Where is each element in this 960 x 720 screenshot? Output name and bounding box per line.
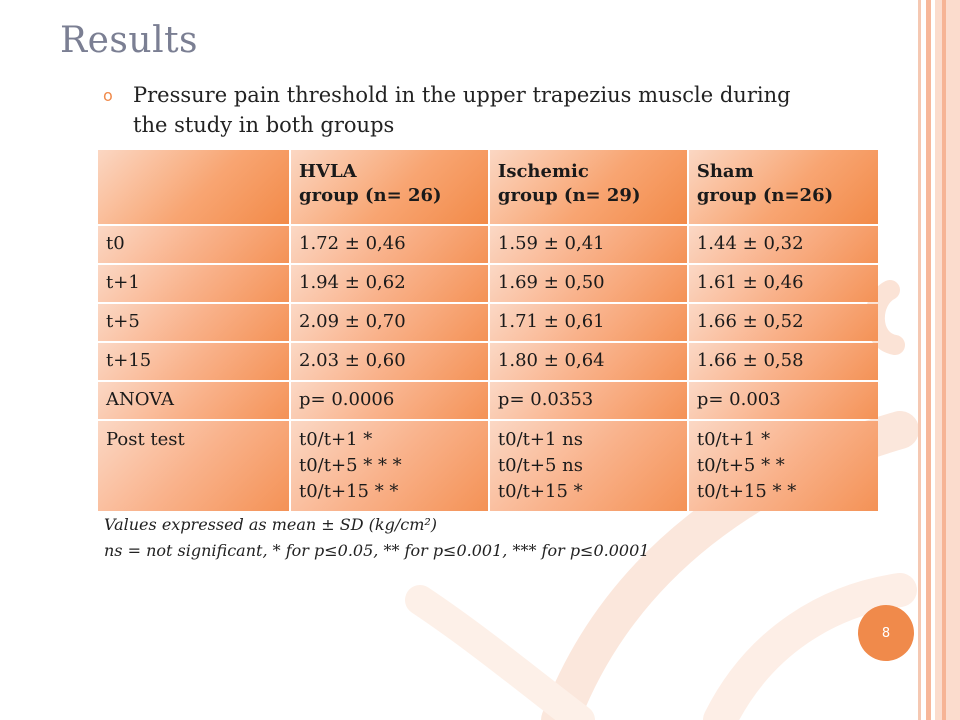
table-row — [98, 421, 878, 511]
table-cell: 1.71 ± 0,61 — [490, 304, 687, 341]
table-cell: 1.59 ± 0,41 — [490, 226, 687, 263]
results-table — [96, 148, 880, 513]
table-cell: 1.66 ± 0,58 — [689, 343, 878, 380]
table-cell: p= 0.0353 — [490, 382, 687, 419]
table-cell: t0/t+1 * t0/t+5 * * t0/t+15 * * — [689, 421, 878, 511]
header-cell-empty — [98, 150, 289, 224]
table-cell: p= 0.0006 — [291, 382, 488, 419]
right-edge-stripes — [918, 0, 960, 720]
table-cell: 2.09 ± 0,70 — [291, 304, 488, 341]
footnote-units: Values expressed as mean ± SD (kg/cm²) — [104, 515, 438, 534]
table-cell: t0/t+1 * t0/t+5 * * * t0/t+15 * * — [291, 421, 488, 511]
table-cell: 1.61 ± 0,46 — [689, 265, 878, 302]
table-cell: 1.94 ± 0,62 — [291, 265, 488, 302]
bullet-circle-icon: o — [103, 86, 113, 105]
table-row — [98, 265, 878, 302]
table-cell: 1.69 ± 0,50 — [490, 265, 687, 302]
row-label: t+1 — [98, 265, 289, 302]
row-label: t+5 — [98, 304, 289, 341]
row-label: t0 — [98, 226, 289, 263]
footnote-significance: ns = not significant, * for p≤0.05, ** for p≤0.001, *** for p≤0.0001 — [104, 541, 650, 560]
table-row — [98, 382, 878, 419]
table-header-row — [98, 150, 878, 224]
row-label: t+15 — [98, 343, 289, 380]
table-footnotes — [104, 512, 649, 564]
bullet-text: Pressure pain threshold in the upper trapezius muscle during the study in both groups — [133, 83, 791, 137]
row-label: ANOVA — [98, 382, 289, 419]
header-cell-ischemic: Ischemic group (n= 29) — [490, 150, 687, 224]
table-cell: 1.44 ± 0,32 — [689, 226, 878, 263]
row-label: Post test — [98, 421, 289, 511]
table-cell: t0/t+1 ns t0/t+5 ns t0/t+15 * — [490, 421, 687, 511]
table-cell: 1.66 ± 0,52 — [689, 304, 878, 341]
page-number-badge: 8 — [858, 605, 914, 661]
slide-title: Results — [60, 20, 199, 61]
table-cell: 1.80 ± 0,64 — [490, 343, 687, 380]
table-cell: 2.03 ± 0,60 — [291, 343, 488, 380]
header-cell-sham: Sham group (n=26) — [689, 150, 878, 224]
table-cell: p= 0.003 — [689, 382, 878, 419]
table-row — [98, 343, 878, 380]
header-cell-hvla: HVLA group (n= 26) — [291, 150, 488, 224]
table-row — [98, 226, 878, 263]
table-cell: 1.72 ± 0,46 — [291, 226, 488, 263]
table-row — [98, 304, 878, 341]
